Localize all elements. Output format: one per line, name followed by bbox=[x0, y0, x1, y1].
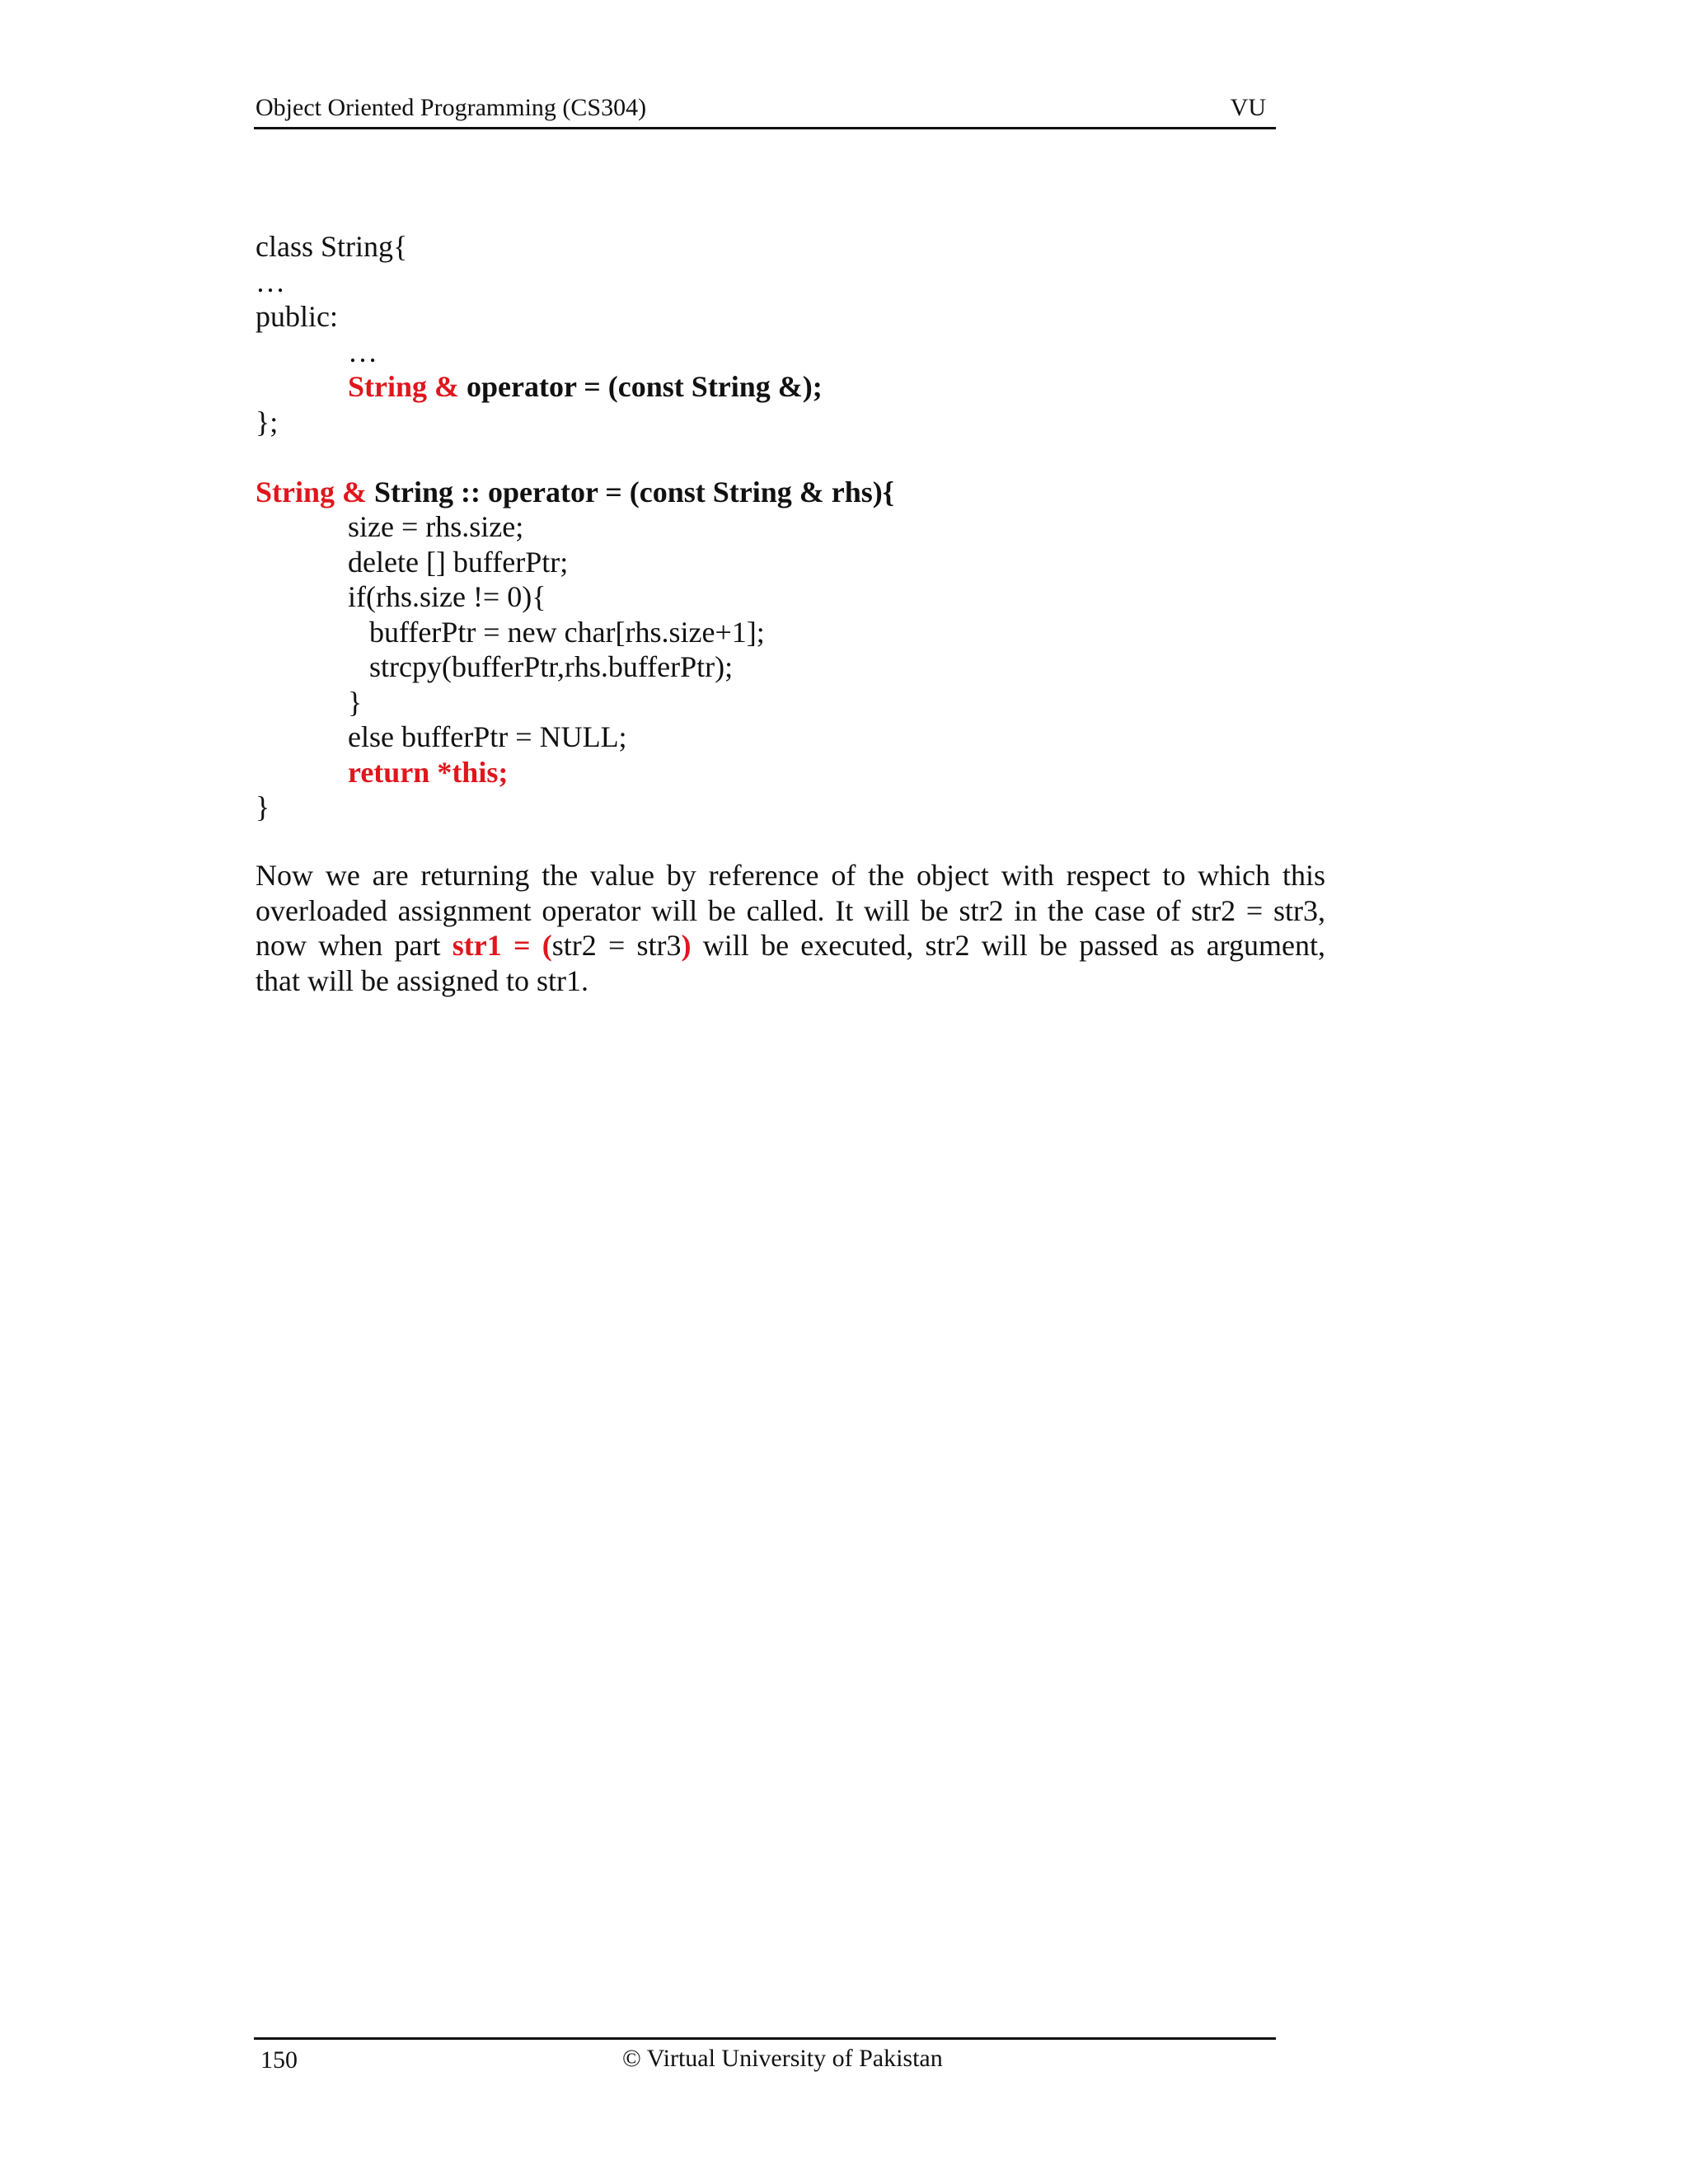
code-highlight: String & bbox=[348, 370, 459, 403]
paragraph-line bbox=[256, 928, 1325, 963]
code-line bbox=[256, 369, 894, 405]
paragraph-text: now when part bbox=[256, 929, 452, 962]
page-number: 150 bbox=[260, 2046, 298, 2074]
code-text: String :: operator = (const String & rhs){ bbox=[367, 475, 894, 509]
copyright-notice: © Virtual University of Pakistan bbox=[622, 2045, 943, 2072]
code-line: }; bbox=[256, 405, 279, 438]
code-line: public: bbox=[256, 300, 338, 333]
course-title: Object Oriented Programming (CS304) bbox=[256, 94, 647, 121]
code-line: size = rhs.size; bbox=[348, 510, 524, 543]
code-highlight: String & bbox=[256, 475, 367, 509]
code-text: operator = (const String &); bbox=[459, 370, 823, 403]
explanation-paragraph bbox=[256, 858, 1325, 998]
institution-abbrev: VU bbox=[1230, 94, 1266, 121]
paragraph-text: will be executed, str2 will be passed as argument, bbox=[691, 929, 1325, 962]
paragraph-line: overloaded assignment operator will be called. It will be str2 in the case of str2 = str3, bbox=[256, 893, 1325, 927]
page-footer bbox=[254, 2037, 1276, 2089]
code-line: strcpy(bufferPtr,rhs.bufferPtr); bbox=[369, 650, 734, 683]
paragraph-line: that will be assigned to str1. bbox=[256, 963, 588, 997]
code-line: bufferPtr = new char[rhs.size+1]; bbox=[369, 615, 765, 649]
highlight-text: ) bbox=[681, 929, 692, 962]
code-line: … bbox=[348, 335, 377, 368]
code-block bbox=[256, 229, 894, 825]
highlight-text: str1 = ( bbox=[452, 929, 552, 962]
code-line: } bbox=[348, 685, 363, 719]
code-line: else bufferPtr = NULL; bbox=[348, 720, 627, 753]
code-line: delete [] bufferPtr; bbox=[348, 545, 569, 579]
paragraph-line: Now we are returning the value by reference of the object with respect to which this bbox=[256, 859, 1325, 892]
code-line: } bbox=[256, 790, 270, 823]
code-line: if(rhs.size != 0){ bbox=[348, 580, 546, 613]
page-header bbox=[254, 89, 1276, 129]
paragraph-text: str2 = str3 bbox=[551, 929, 682, 962]
blank-line bbox=[256, 439, 894, 475]
code-line: return *this; bbox=[348, 755, 509, 789]
code-line bbox=[256, 475, 894, 510]
code-line: class String{ bbox=[256, 230, 408, 263]
code-line: … bbox=[256, 265, 285, 298]
